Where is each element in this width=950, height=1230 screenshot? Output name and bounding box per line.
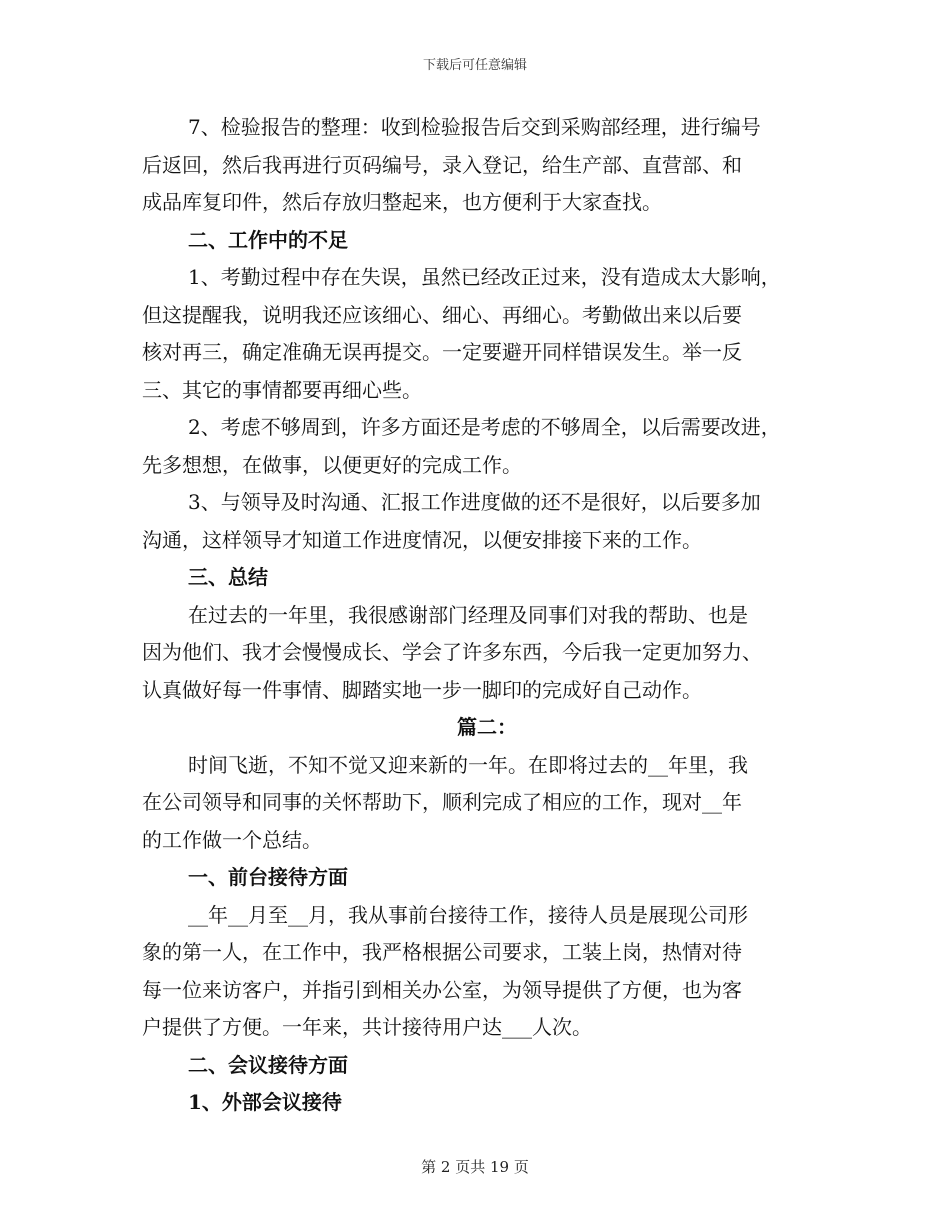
paragraph-line: 认真做好每一件事情、脚踏实地一步一脚印的完成好自己动作。	[142, 677, 702, 702]
paragraph-line: 后返回，然后我再进行页码编号，录入登记，给生产部、直营部、和	[142, 152, 742, 177]
paragraph-line: 2、考虑不够周到，许多方面还是考虑的不够周全，以后需要改进，	[188, 415, 781, 439]
paragraph-line: 的工作做一个总结。	[142, 827, 322, 852]
paragraph-line: 户提供了方便。一年来，共计接待用户达___人次。	[142, 1015, 592, 1039]
section-heading: 二、工作中的不足	[188, 227, 348, 252]
section-heading: 三、总结	[188, 565, 268, 589]
paragraph-line: 因为他们、我才会慢慢成长、学会了许多东西，今后我一定更加努力、	[142, 640, 762, 664]
document-body	[142, 109, 832, 1122]
paragraph-line: __年__月至__月，我从事前台接待工作，接待人员是展现公司形	[188, 902, 748, 927]
page-footer: 第 2 页共 19 页	[421, 1158, 529, 1176]
paragraph-line: 象的第一人，在工作中，我严格根据公司要求，工装上岗，热情对待	[142, 940, 742, 964]
paragraph-line: 每一位来访客户，并指引到相关办公室，为领导提供了方便，也为客	[142, 977, 742, 1002]
section-heading: 二、会议接待方面	[188, 1052, 348, 1077]
paragraph-line: 在过去的一年里，我很感谢部门经理及同事们对我的帮助、也是	[188, 602, 748, 627]
paragraph-line: 成品库复印件，然后存放归整起来，也方便利于大家查找。	[142, 190, 662, 214]
paragraph-line: 3、与领导及时沟通、汇报工作进度做的还不是很好，以后要多加	[188, 490, 761, 514]
page-header: 下载后可任意编辑	[422, 58, 527, 73]
paragraph-line: 在公司领导和同事的关怀帮助下，顺利完成了相应的工作，现对__年	[142, 790, 742, 814]
section-heading: 一、前台接待方面	[188, 865, 348, 889]
paragraph-line: 时间飞逝，不知不觉又迎来新的一年。在即将过去的__年里，我	[188, 752, 748, 777]
paragraph-line: 三、其它的事情都要再细心些。	[142, 377, 422, 402]
subsection-heading: 1、外部会议接待	[188, 1090, 342, 1114]
paragraph-line: 7、检验报告的整理：收到检验报告后交到采购部经理，进行编号	[188, 115, 761, 139]
paragraph-line: 1、考勤过程中存在失误，虽然已经改正过来，没有造成太大影响，	[188, 265, 781, 289]
paragraph-line: 先多想想，在做事，以便更好的完成工作。	[142, 452, 522, 477]
part-title: 篇二：	[457, 715, 517, 739]
paragraph-line: 核对再三，确定准确无误再提交。一定要避开同样错误发生。举一反	[142, 340, 742, 364]
paragraph-line: 沟通，这样领导才知道工作进度情况，以便安排接下来的工作。	[142, 527, 702, 552]
paragraph-line: 但这提醒我，说明我还应该细心、细心、再细心。考勤做出来以后要	[142, 302, 742, 327]
